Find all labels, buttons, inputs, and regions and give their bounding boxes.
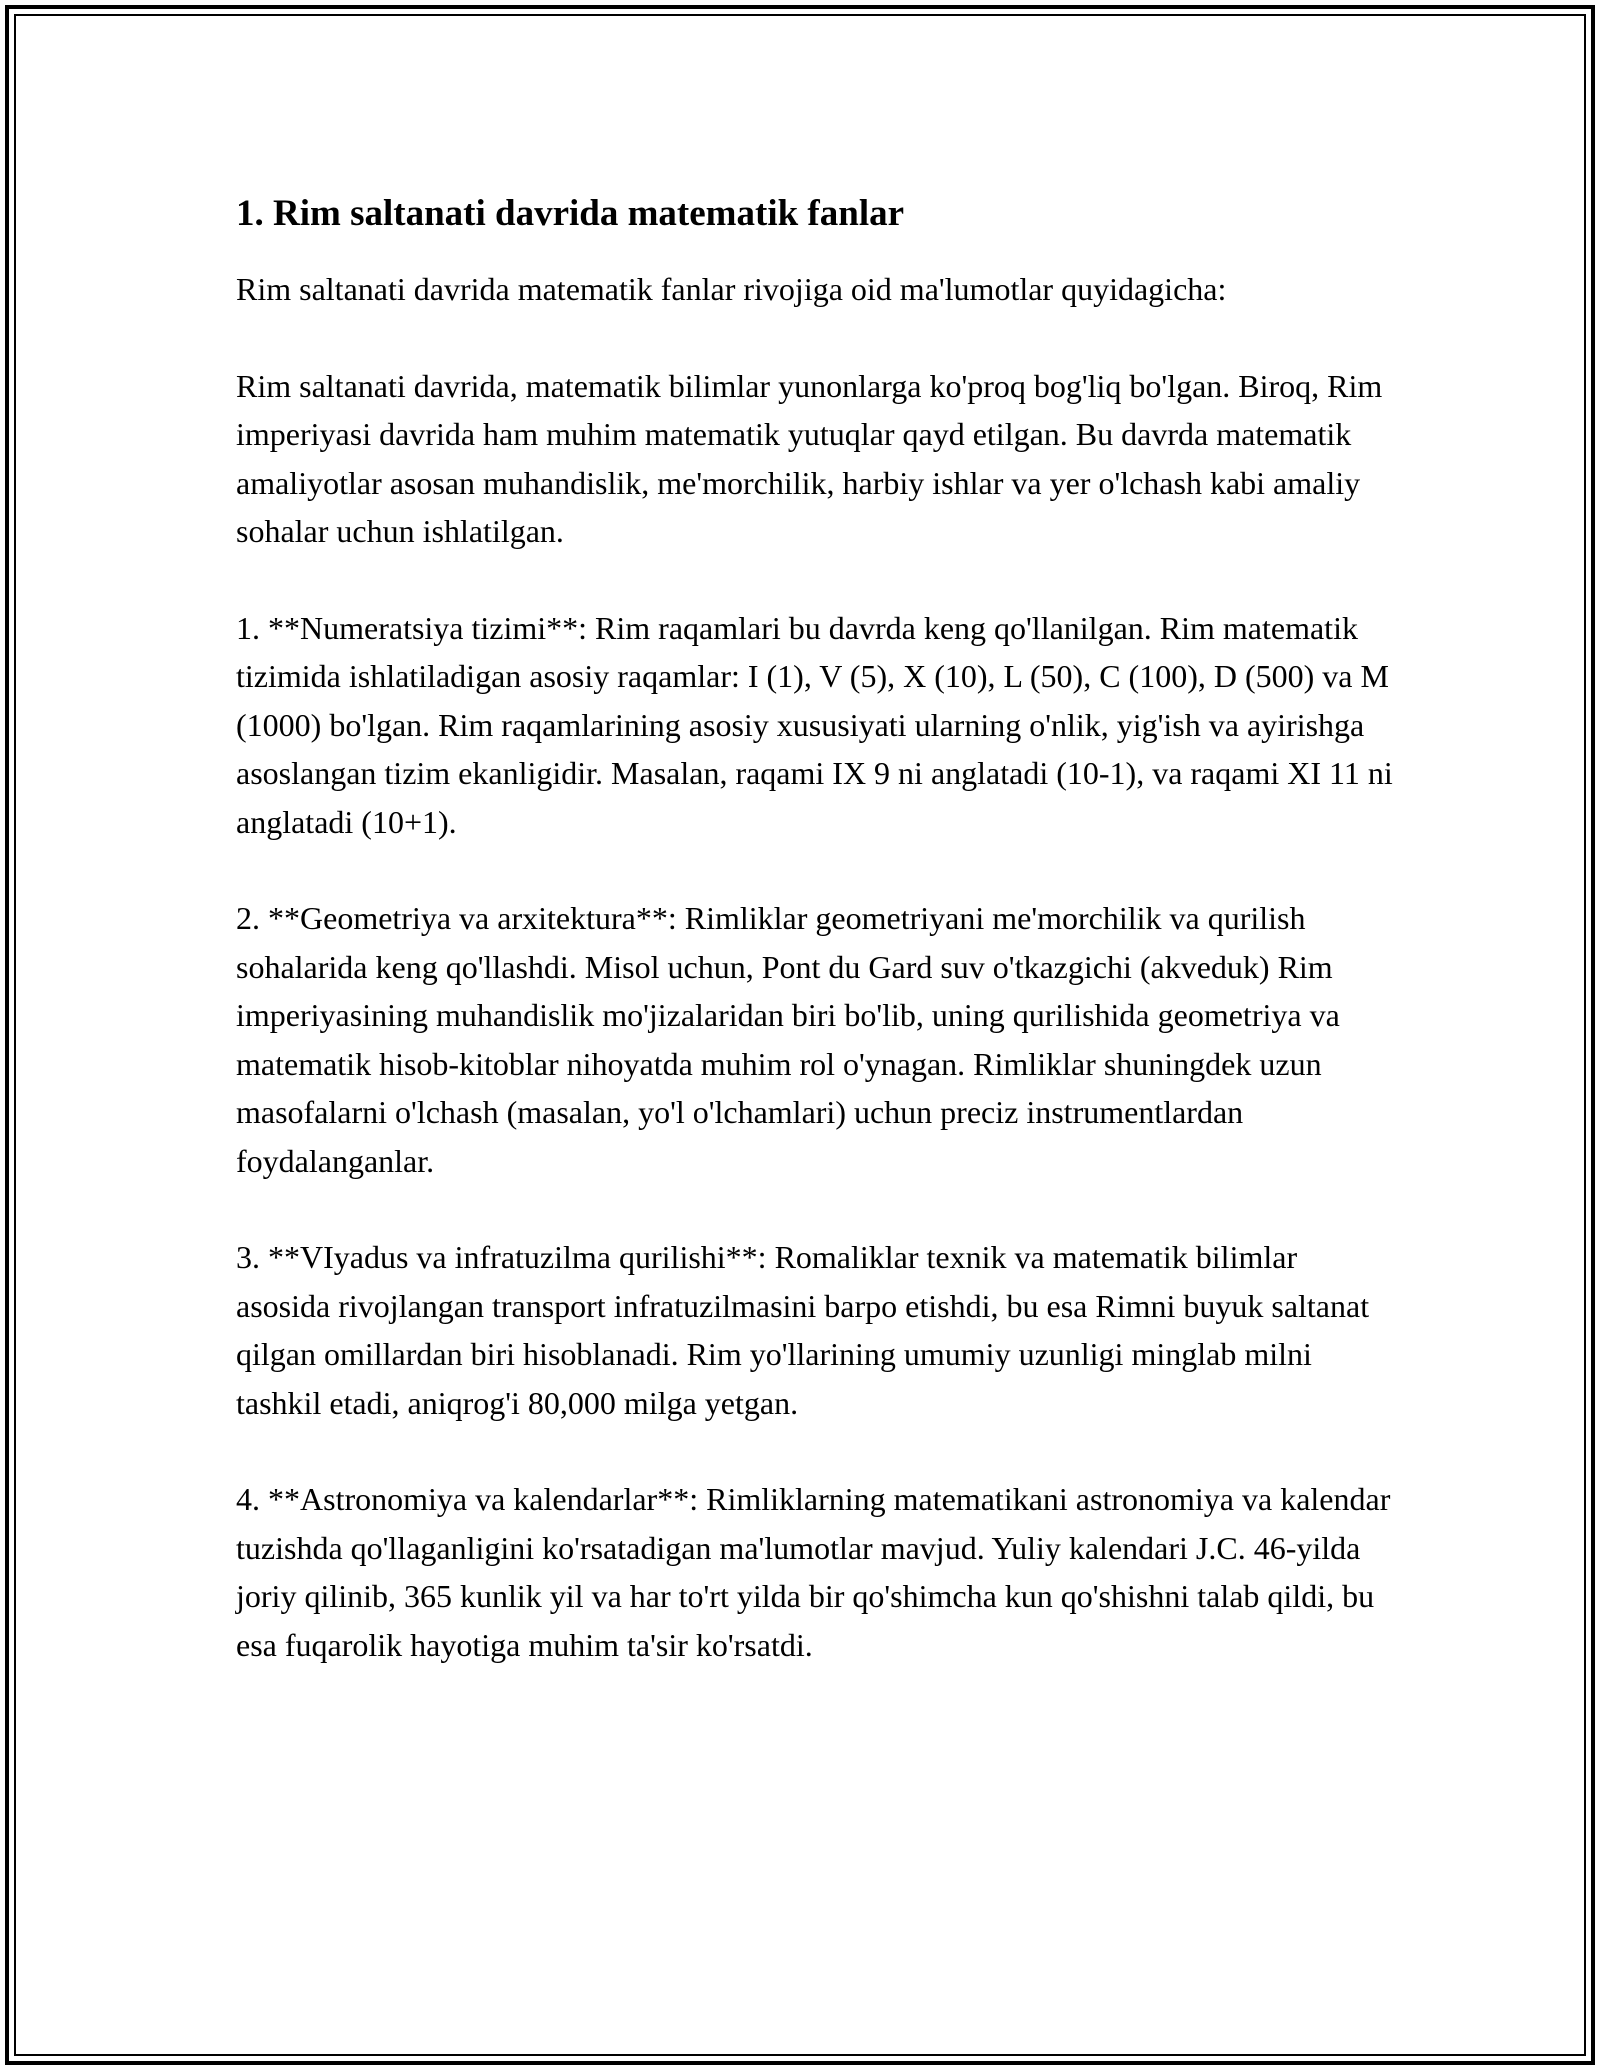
context-paragraph: Rim saltanati davrida, matematik bilimlar yunonlarga ko'proq bog'liq bo'lgan. Biroq, Rim imperiyasi davrida ham muhim matematik yutuqlar qayd etilgan. Bu davrda matematik amaliyotlar asosan muhandislik, me'morchilik, harbiy ishlar va yer o'lchash kabi amaliy sohalar uchun ishlatilgan. <box>236 367 1383 549</box>
numeration-paragraph: 1. **Numeratsiya tizimi**: Rim raqamlari bu davrda keng qo'llanilgan. Rim matematik tizimida ishlatiladigan asosiy raqamlar: I (1), V (5), X (10), L (50), C (100), D (500) va M (1000) bo'lgan. Rim raqamlarining asosiy xususiyati ularning o'nlik, yig'ish va ayirishga asoslangan tizim ekanligidir. Masalan, raqami IX 9 ni anglatadi (10-1), va raqami XI 11 ni anglatadi (10+1). <box>236 609 1393 840</box>
document-heading: 1. Rim saltanati davrida matematik fanlar <box>236 193 905 234</box>
intro-paragraph: Rim saltanati davrida matematik fanlar rivojiga oid ma'lumotlar quyidagicha: <box>236 271 1227 307</box>
geometry-paragraph: 2. **Geometriya va arxitektura**: Rimliklar geometriyani me'morchilik va qurilish sohalarida keng qo'llashdi. Misol uchun, Pont du Gard suv o'tkazgichi (akveduk) Rim imperiyasining muhandislik mo'jizalaridan biri bo'lib, uning qurilishida geometriya va matematik hisob-kitoblar nihoyatda muhim rol o'ynagan. Rimliklar shuningdek uzun masofalarni o'lchash (masalan, yo'l o'lchamlari) uchun preciz instrumentlardan foydalanganlar. <box>236 900 1340 1179</box>
document-body <box>236 183 1396 1717</box>
infrastructure-paragraph: 3. **VIyadus va infratuzilma qurilishi**: Romaliklar texnik va matematik bilimlar asosida rivojlangan transport infratuzilmasini barpo etishdi, bu esa Rimni buyuk saltanat qilgan omillardan biri hisoblanadi. Rim yo'llarining umumiy uzunligi minglab milni tashkil etadi, aniqrog'i 80,000 milga yetgan. <box>236 1239 1370 1421</box>
astronomy-paragraph: 4. **Astronomiya va kalendarlar**: Rimliklarning matematikani astronomiya va kalendar tuzishda qo'llaganligini ko'rsatadigan ma'lumotlar mavjud. Yuliy kalendari J.C. 46-yilda joriy qilinib, 365 kunlik yil va har to'rt yilda bir qo'shimcha kun qo'shishni talab qildi, bu esa fuqarolik hayotiga muhim ta'sir ko'rsatdi. <box>236 1481 1391 1663</box>
